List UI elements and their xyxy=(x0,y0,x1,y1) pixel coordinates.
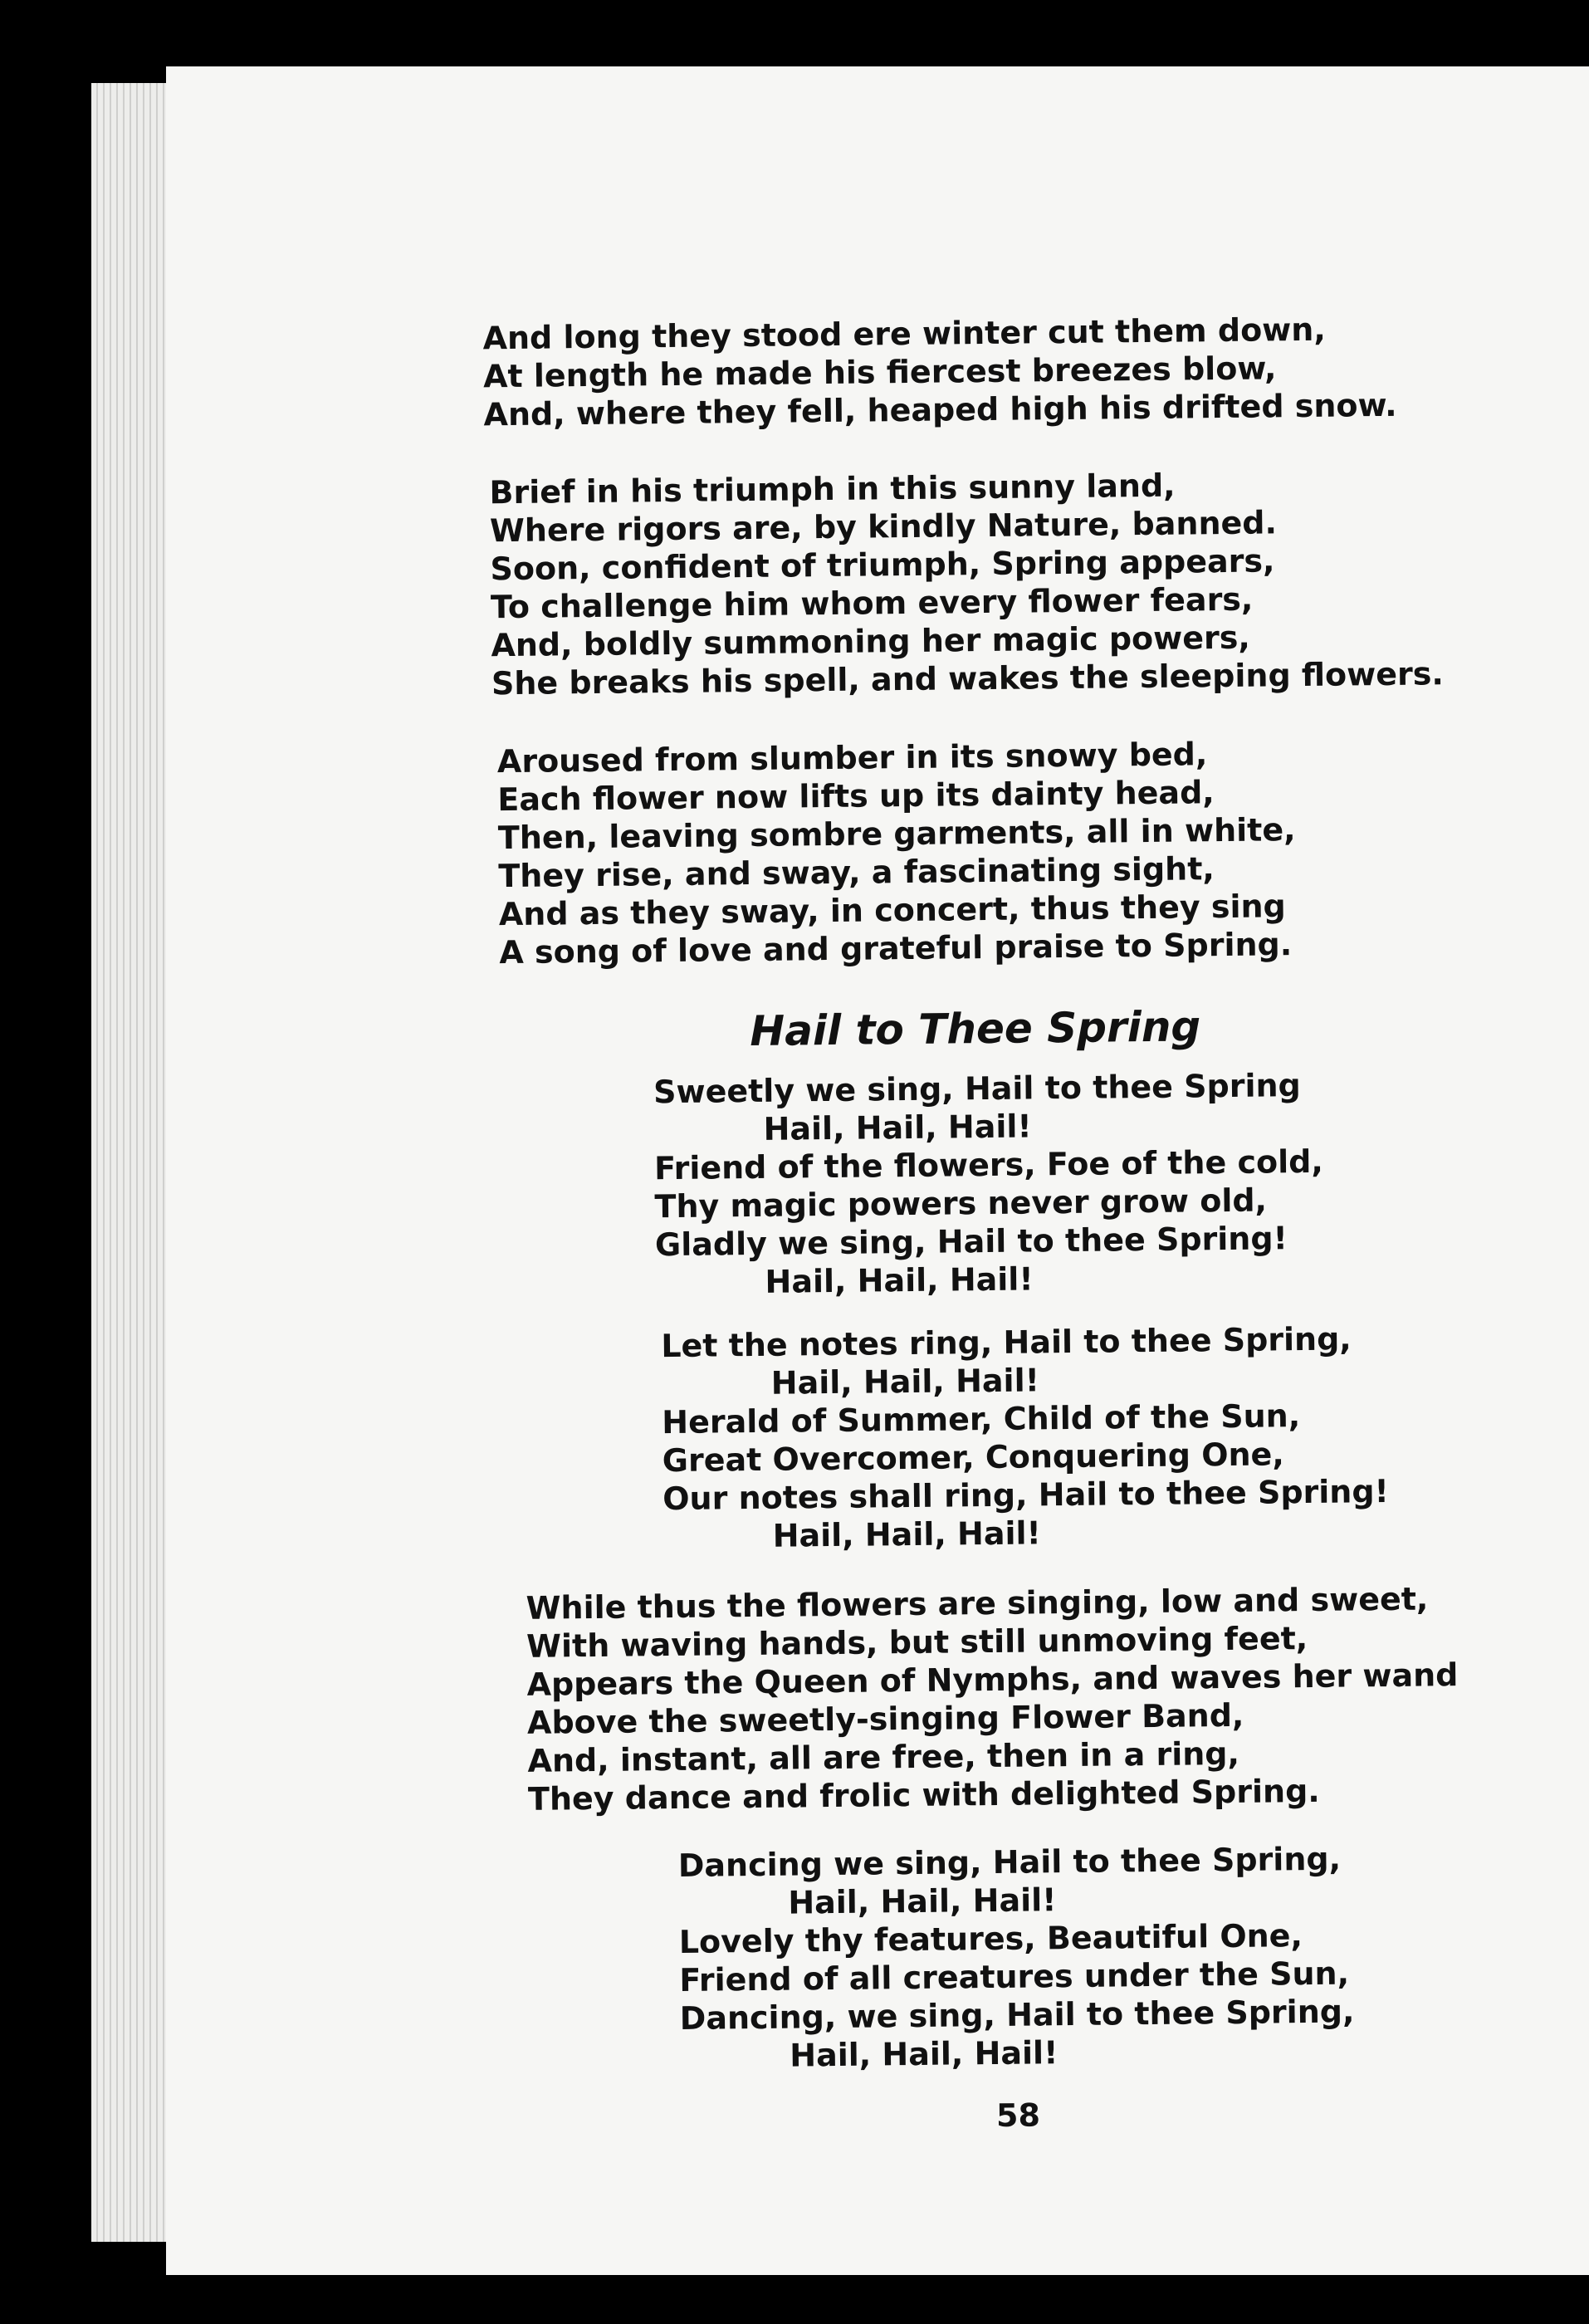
poem-line: While thus the flowers are singing, low and sweet, xyxy=(526,1580,1429,1627)
poem-line: And as they sway, in concert, thus they sing xyxy=(498,888,1286,933)
stanza-2 xyxy=(489,463,1444,702)
poem-line: Above the sweetly-singing Flower Band, xyxy=(526,1696,1244,1741)
song-line: Our notes shall ring, Hail to thee Spring! xyxy=(662,1472,1390,1518)
song-line: Gladly we sing, Hail to thee Spring! xyxy=(654,1220,1288,1264)
poem-line: At length he made his fiercest breezes blow, xyxy=(482,350,1277,395)
song-refrain: Hail, Hail, Hail! xyxy=(790,2034,1059,2074)
poem-line: Each flower now lifts up its dainty head, xyxy=(497,774,1215,819)
song-line: Let the notes ring, Hail to thee Spring, xyxy=(661,1320,1352,1365)
poem-line: They rise, and sway, a fascinating sight, xyxy=(498,850,1215,895)
song-verse-2 xyxy=(661,1319,1390,1556)
poem-line: A song of love and grateful praise to Spring. xyxy=(499,926,1293,971)
poem-line: And, instant, all are free, then in a ring, xyxy=(527,1734,1240,1779)
song-line: Herald of Summer, Child of the Sun, xyxy=(662,1397,1301,1441)
song-refrain: Hail, Hail, Hail! xyxy=(763,1108,1032,1147)
poem-line: Soon, confident of triumph, Spring appears, xyxy=(490,542,1275,588)
song-refrain: Hail, Hail, Hail! xyxy=(765,1260,1034,1300)
stanza-3 xyxy=(497,734,1298,971)
song-refrain: Hail, Hail, Hail! xyxy=(788,1881,1057,1921)
page-number: 58 xyxy=(995,2096,1041,2134)
poem-line: And, where they fell, heaped high his drifted snow. xyxy=(483,386,1397,433)
song-line: Great Overcomer, Conquering One, xyxy=(662,1436,1284,1480)
song-line: Thy magic powers never grow old, xyxy=(654,1182,1268,1226)
poem-line: Aroused from slumber in its snowy bed, xyxy=(496,736,1208,780)
song-line: Friend of the flowers, Foe of the cold, xyxy=(653,1142,1323,1187)
song-line: Friend of all creatures under the Sun, xyxy=(679,1955,1350,1999)
song-title: Hail to Thee Spring xyxy=(750,1002,1201,1056)
poem-line: Where rigors are, by kindly Nature, banned. xyxy=(489,504,1278,550)
poem-line: Brief in his triumph in this sunny land, xyxy=(489,467,1176,511)
poem-line: Appears the Queen of Nymphs, and waves her wand xyxy=(526,1656,1459,1703)
final-song-verse xyxy=(678,1839,1355,2075)
song-verse-1 xyxy=(653,1066,1325,1302)
narrative-stanza xyxy=(526,1579,1459,1818)
poem-line: Then, leaving sombre garments, all in white, xyxy=(497,811,1296,857)
poem-line: With waving hands, but still unmoving feet, xyxy=(526,1620,1308,1665)
poem-line: And long they stood ere winter cut them down, xyxy=(482,311,1326,357)
song-refrain: Hail, Hail, Hail! xyxy=(770,1362,1040,1402)
song-line: Sweetly we sing, Hail to thee Spring xyxy=(653,1067,1301,1111)
song-line: Lovely thy features, Beautiful One, xyxy=(678,1917,1303,1960)
poem-line: And, boldly summoning her magic powers, xyxy=(491,619,1251,664)
song-line: Dancing we sing, Hail to thee Spring, xyxy=(677,1840,1342,1884)
poem-line: They dance and frolic with delighted Spring. xyxy=(527,1772,1320,1818)
poem-line: To challenge him whom every flower fears, xyxy=(490,580,1254,626)
stanza-1 xyxy=(482,310,1397,434)
song-refrain: Hail, Hail, Hail! xyxy=(772,1514,1042,1554)
song-line: Dancing, we sing, Hail to thee Spring, xyxy=(679,1993,1355,2037)
poem-line: She breaks his spell, and wakes the sleeping flowers. xyxy=(491,655,1445,702)
